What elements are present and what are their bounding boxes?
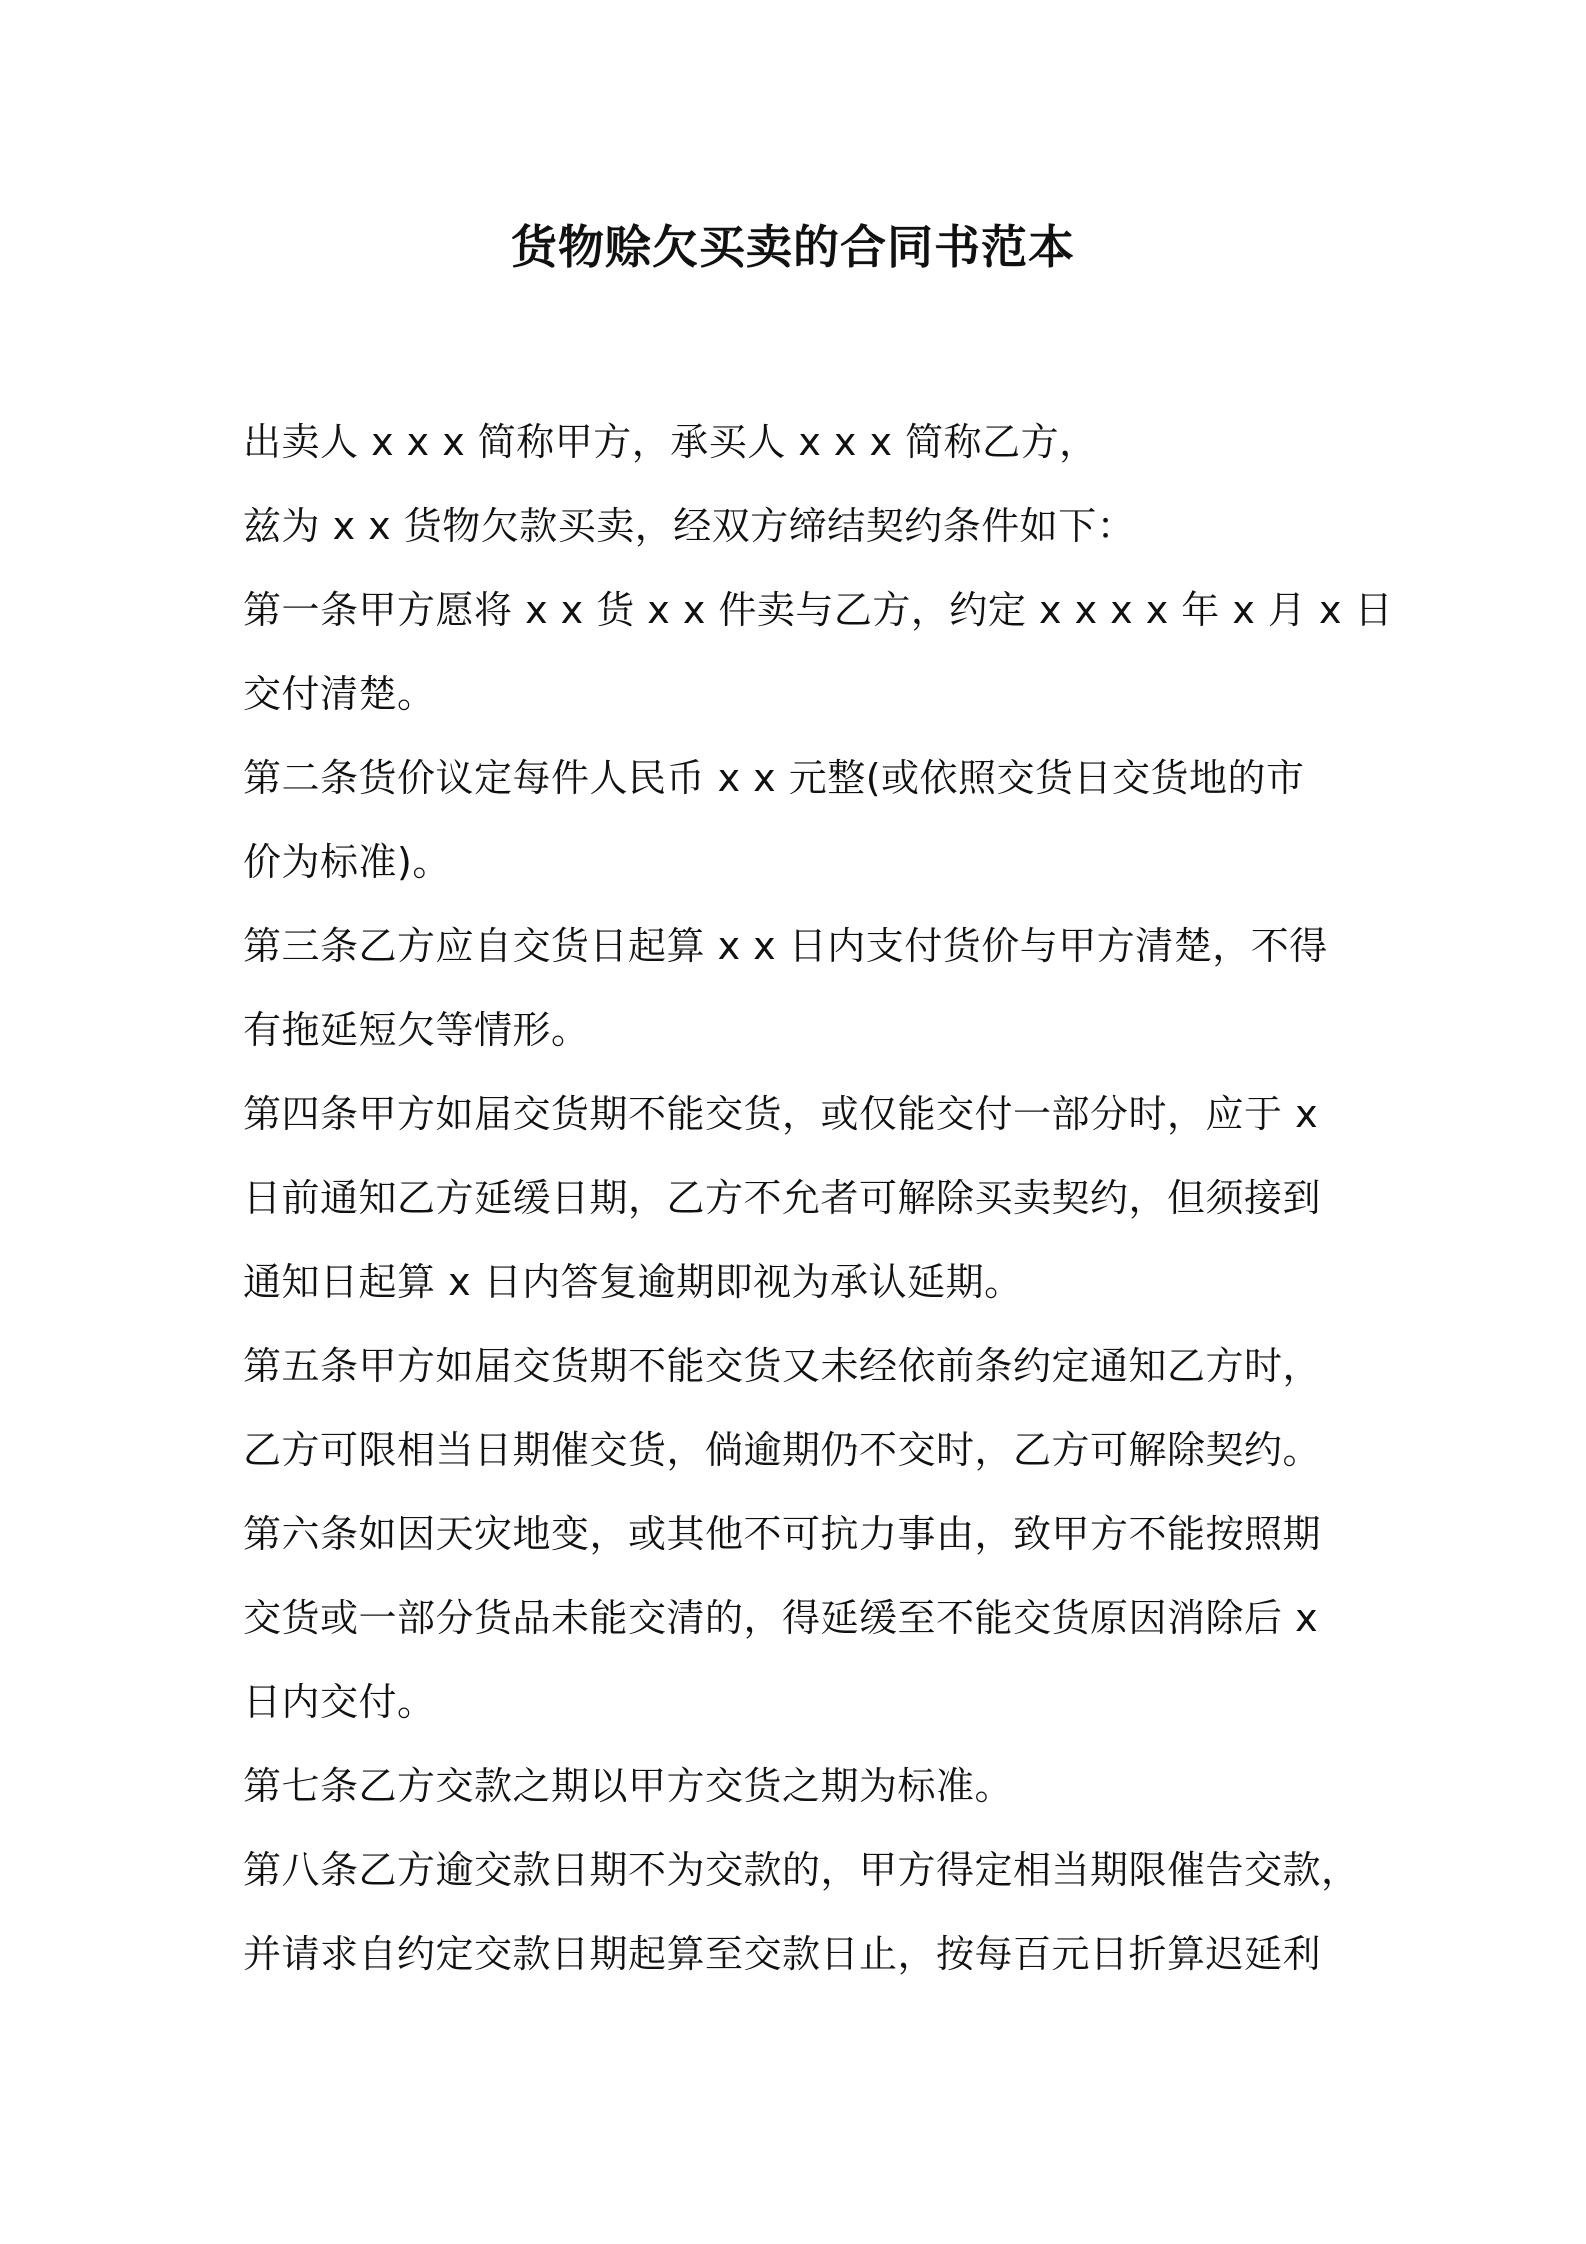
text-line: 出卖人 x x x 简称甲方，承买人 x x x 简称乙方，: [243, 420, 1098, 464]
text-line: 第二条货价议定每件人民币 x x 元整(或依照交货日交货地的市: [243, 756, 1305, 800]
text-line: 第四条甲方如届交货期不能交货，或仅能交付一部分时，应于 x: [243, 1092, 1319, 1136]
text-line: 第一条甲方愿将 x x 货 x x 件卖与乙方，约定 x x x x 年 x 月 x 日: [243, 588, 1394, 632]
text-line: 第七条乙方交款之期以甲方交货之期为标准。: [243, 1764, 1014, 1808]
text-line: 第三条乙方应自交货日起算 x x 日内支付货价与甲方清楚，不得: [243, 924, 1328, 968]
text-line: 第八条乙方逾交款日期不为交款的，甲方得定相当期限催告交款，: [243, 1848, 1360, 1892]
text-line: 第五条甲方如届交货期不能交货又未经依前条约定通知乙方时，: [243, 1344, 1322, 1388]
text-line: 交付清楚。: [243, 672, 436, 716]
text-line: 有拖延短欠等情形。: [243, 1008, 590, 1052]
text-line: 交货或一部分货品未能交清的，得延缓至不能交货原因消除后 x: [243, 1596, 1319, 1640]
text-line: 兹为 x x 货物欠款买卖，经双方缔结契约条件如下：: [243, 504, 1136, 548]
document-title: 货物赊欠买卖的合同书范本: [511, 220, 1075, 274]
text-line: 并请求自约定交款日期起算至交款日止，按每百元日折算迟延利: [243, 1932, 1322, 1976]
text-line: 日前通知乙方延缓日期，乙方不允者可解除买卖契约，但须接到: [243, 1176, 1322, 1220]
text-line: 第六条如因天灾地变，或其他不可抗力事由，致甲方不能按照期: [243, 1512, 1322, 1556]
document-body: [243, 400, 1394, 1996]
text-line: 价为标准)。: [243, 840, 451, 884]
text-line: 通知日起算 x 日内答复逾期即视为承认延期。: [243, 1260, 1023, 1304]
text-line: 乙方可限相当日期催交货，倘逾期仍不交时，乙方可解除契约。: [243, 1428, 1322, 1472]
text-line: 日内交付。: [243, 1680, 436, 1724]
